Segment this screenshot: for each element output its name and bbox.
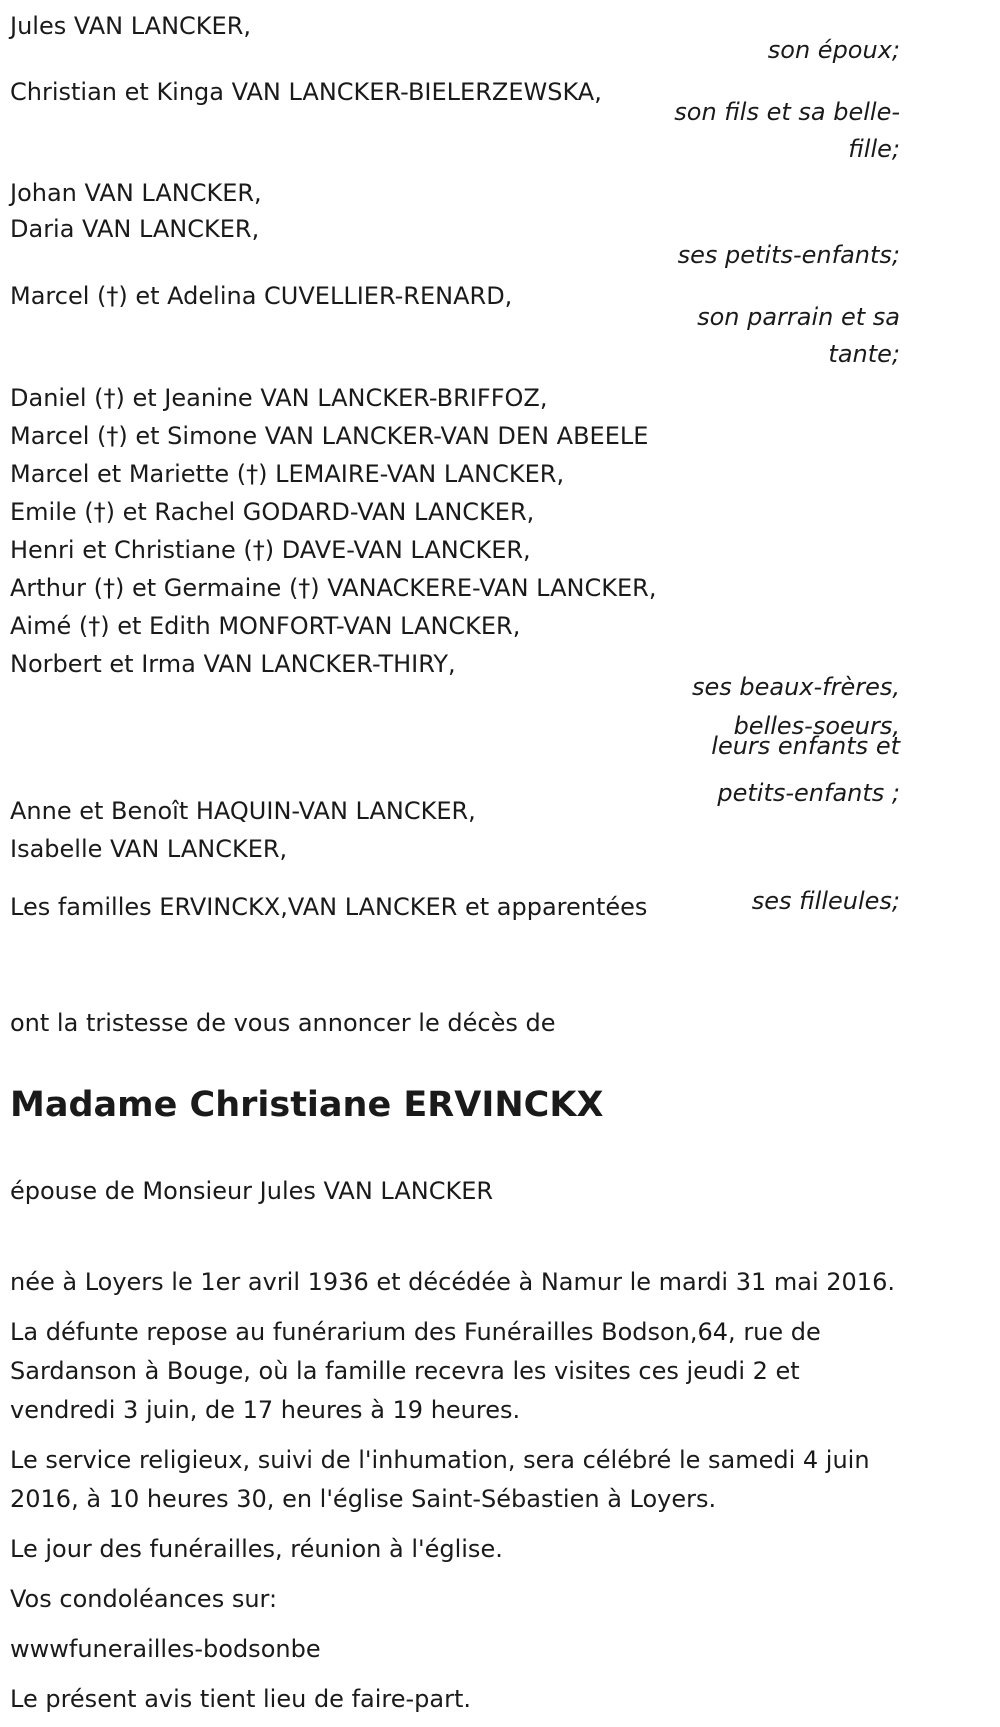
detail-line: Sardanson à Bouge, où la famille recevra les visites ces jeudi 2 et (10, 1357, 800, 1385)
family-line: Marcel et Mariette (†) LEMAIRE-VAN LANCKER, (10, 460, 565, 488)
family-line: Arthur (†) et Germaine (†) VANACKERE-VAN LANCKER, (10, 574, 657, 602)
relation-label: belles-soeurs, (733, 712, 900, 740)
detail-line: née à Loyers le 1er avril 1936 et décédée à Namur le mardi 31 mai 2016. (10, 1268, 895, 1296)
relation-label: son époux; (767, 36, 900, 64)
family-line: Emile (†) et Rachel GODARD-VAN LANCKER, (10, 498, 535, 526)
relation-label: ses beaux-frères, (691, 673, 900, 701)
detail-line: 2016, à 10 heures 30, en l'église Saint-Sébastien à Loyers. (10, 1485, 717, 1513)
family-line: Anne et Benoît HAQUIN-VAN LANCKER, (10, 797, 476, 825)
relation-label: son parrain et sa (697, 303, 900, 331)
relation-label: son fils et sa belle- (674, 98, 900, 126)
announcement-text: ont la tristesse de vous annoncer le décès de (10, 1009, 556, 1037)
family-line: Daria VAN LANCKER, (10, 215, 260, 243)
website-text: wwwfunerailles-bodsonbe (10, 1635, 321, 1663)
relation-label: ses filleules; (751, 887, 900, 915)
family-line: Henri et Christiane (†) DAVE-VAN LANCKER, (10, 536, 531, 564)
detail-line: vendredi 3 juin, de 17 heures à 19 heures. (10, 1396, 521, 1424)
relation-label: fille; (848, 135, 900, 163)
relation-label: petits-enfants ; (717, 779, 900, 807)
spouse-line: épouse de Monsieur Jules VAN LANCKER (10, 1177, 494, 1205)
family-line: Jules VAN LANCKER, (10, 12, 251, 40)
family-line: Daniel (†) et Jeanine VAN LANCKER-BRIFFOZ, (10, 384, 548, 412)
deceased-name: Madame Christiane ERVINCKX (10, 1085, 604, 1125)
family-line: Les familles ERVINCKX,VAN LANCKER et apparentées (10, 893, 648, 921)
family-line: Marcel (†) et Adelina CUVELLIER-RENARD, (10, 282, 513, 310)
family-line: Johan VAN LANCKER, (10, 179, 262, 207)
relation-label: leurs enfants et (711, 732, 900, 760)
family-line: Aimé (†) et Edith MONFORT-VAN LANCKER, (10, 612, 521, 640)
family-line: Marcel (†) et Simone VAN LANCKER-VAN DEN ABEELE (10, 422, 649, 450)
detail-line: Vos condoléances sur: (10, 1585, 278, 1613)
relation-label: tante; (828, 340, 900, 368)
detail-line: Le jour des funérailles, réunion à l'église. (10, 1535, 503, 1563)
relation-label: ses petits-enfants; (677, 241, 900, 269)
detail-line: La défunte repose au funérarium des Funérailles Bodson,64, rue de (10, 1318, 821, 1346)
detail-line: Le service religieux, suivi de l'inhumation, sera célébré le samedi 4 juin (10, 1446, 870, 1474)
family-line: Isabelle VAN LANCKER, (10, 835, 288, 863)
family-line: Christian et Kinga VAN LANCKER-BIELERZEWSKA, (10, 78, 602, 106)
detail-line: Le présent avis tient lieu de faire-part. (10, 1685, 472, 1713)
family-line: Norbert et Irma VAN LANCKER-THIRY, (10, 650, 456, 678)
